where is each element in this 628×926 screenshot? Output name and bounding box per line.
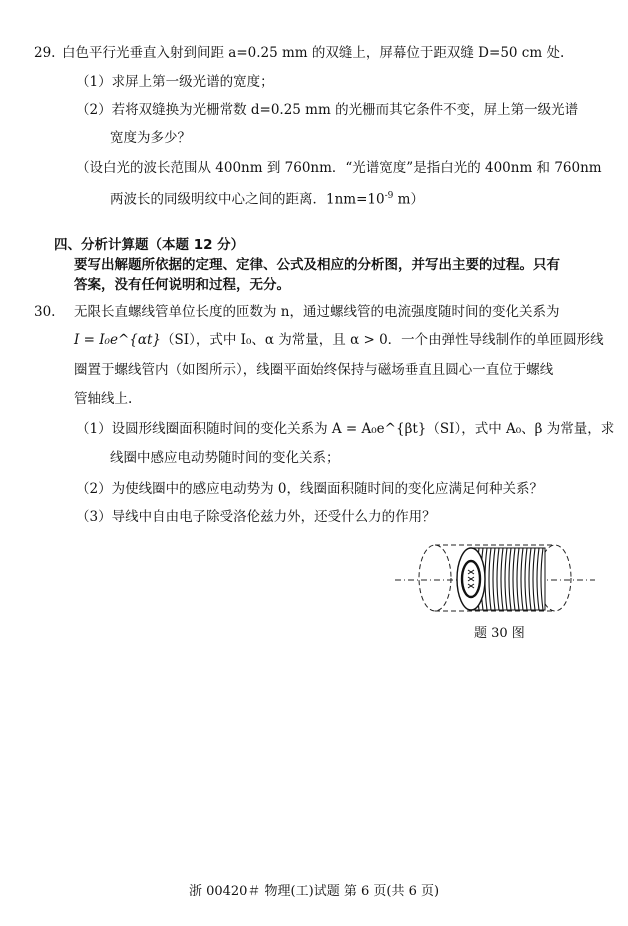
page-footer: 浙 00420＃ 物理(工)试题 第 6 页(共 6 页): [188, 884, 440, 899]
q30-line2-formula: I = I₀e^{αt}: [74, 332, 161, 348]
cylinder-left-end: [419, 545, 451, 611]
q29-note-line2-pre: 两波长的同级明纹中心之间的距离．1nm=10: [110, 191, 385, 208]
q30-number: 30.: [34, 304, 56, 320]
q30-line2-text: （SI），式中 I₀、α 为常量，且 α > 0．一个由弹性导线制作的单匝圆形线: [161, 332, 604, 348]
q30-part1-line1: （1）设圆形线圈面积随时间的变化关系为 A = A₀e^{βt}（SI），式中 A₀、β 为常量，求: [76, 421, 615, 437]
q30-part2: （2）为使线圈中的感应电动势为 0，线圈面积随时间的变化应满足何种关系？: [76, 481, 543, 497]
q29-line1: 白色平行光垂直入射到间距 a=0.25 mm 的双缝上，屏幕位于距双缝 D=50 cm 处.: [62, 45, 565, 61]
section4-heading: 四、分析计算题（本题 12 分）: [54, 237, 245, 253]
q29-note-line2-post: m）: [393, 191, 424, 208]
q29-part1: （1）求屏上第一级光谱的宽度；: [76, 74, 274, 90]
q29-number: 29.: [34, 45, 56, 61]
section4-instr-line1: 要写出解题所依据的定理、定律、公式及相应的分析图，并写出主要的过程。只有: [74, 257, 560, 273]
q30-part1-line2: 线圈中感应电动势随时间的变化关系；: [110, 450, 340, 466]
q30-line4: 管轴线上.: [74, 391, 133, 407]
q30-line2: [74, 331, 604, 349]
q29-note-line2: [110, 187, 424, 209]
solenoid-figure: [395, 540, 595, 620]
q29-part2-line2: 宽度为多少？: [110, 130, 191, 146]
q29-note-line1: （设白光的波长范围从 400nm 到 760nm．“光谱宽度”是指白光的 400nm 和 760nm: [76, 160, 602, 176]
section4-instr-line2: 答案，没有任何说明和过程，无分。: [74, 277, 290, 293]
q29-note-line2-sup: -9: [384, 191, 394, 201]
figure-caption: 题 30 图: [474, 626, 525, 641]
q30-line1: 无限长直螺线管单位长度的匝数为 n，通过螺线管的电流强度随时间的变化关系为: [74, 304, 560, 320]
q30-line3: 圈置于螺线管内（如图所示），线圈平面始终保持与磁场垂直且圆心一直位于螺线: [74, 362, 554, 378]
q30-part3: （3）导线中自由电子除受洛伦兹力外，还受什么力的作用？: [76, 509, 436, 525]
q29-part2-line1: （2）若将双缝换为光栅常数 d=0.25 mm 的光栅而其它条件不变，屏上第一级光谱: [76, 102, 579, 118]
